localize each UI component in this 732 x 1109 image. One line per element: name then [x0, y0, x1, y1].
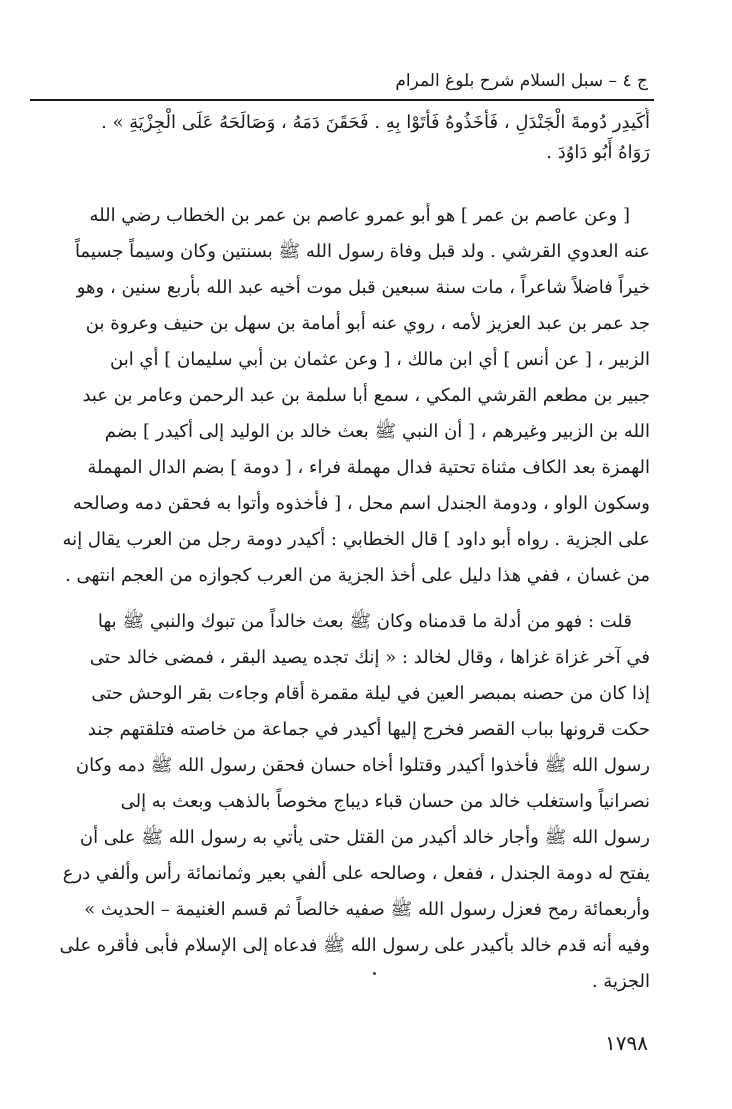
text-line: وسكون الواو ، ودومة الجندل اسم محل ، [ فأخذوه وأتوا به فحقن دمه وصالحه — [72, 493, 650, 514]
print-speck — [373, 972, 376, 975]
text-line: من غسان ، ففي هذا دليل على أخذ الجزية من العرب كجوازه من العجم انتهى . — [65, 565, 650, 586]
qultu-paragraph — [30, 604, 650, 1000]
commentary-paragraph — [30, 198, 650, 594]
text-line: حكت قرونها بباب القصر فخرج إليها أكيدر في جماعة من خاصته فتلقتهم جند — [87, 719, 650, 740]
text-line: رسول الله ﷺ فأخذوا أكيدر وقتلوا أخاه حسان فحقن رسول الله ﷺ دمه وكان — [75, 755, 650, 776]
text-line: رَوَاهُ أَبُو دَاوُدَ . — [546, 142, 650, 163]
text-line: وأربعمائة رمح فعزل رسول الله ﷺ صفيه خالصاً ثم قسم الغنيمة – الحديث » — [84, 899, 650, 920]
text-line: على الجزية . رواه أبو داود ] قال الخطابي : أكيدر دومة رجل من العرب يقال إنه — [62, 529, 650, 550]
page-number: ١٧٩٨ — [605, 1031, 648, 1055]
running-header: ج ٤ – سبل السلام شرح بلوغ المرام — [395, 71, 648, 91]
text-line: [ وعن عاصم بن عمر ] هو أبو عمرو عاصم بن عمر بن الخطاب رضي الله — [89, 205, 630, 226]
text-line: يفتح له دومة الجندل ، ففعل ، وصالحه على ألفي بعير وثمانمائة رأس وألفي درع — [62, 863, 650, 884]
text-line: الهمزة بعد الكاف مثناة تحتية فدال مهملة فراء ، [ دومة ] بضم الدال المهملة — [87, 457, 650, 478]
text-line: رسول الله ﷺ وأجار خالد أكيدر من القتل حتى يأتي به رسول الله ﷺ على أن — [79, 827, 650, 848]
text-line: الزبير ، [ عن أنس ] أي ابن مالك ، [ وعن عثمان بن أبي سليمان ] أي ابن — [110, 349, 650, 370]
text-line: إذا كان من حصنه بمبصر العين في ليلة مقمرة أقام وجاءت بقر الوحش حتى — [91, 683, 650, 704]
text-line: خيراً فاضلاً شاعراً ، مات سنة سبعين قبل موت أخيه عبد الله بأربع سنين ، وهو — [76, 277, 650, 298]
hadith-text — [30, 108, 650, 168]
header-rule — [30, 99, 654, 101]
text-line: عنه العدوي القرشي . ولد قبل وفاة رسول الله ﷺ بسنتين وكان وسيماً جسيماً — [74, 241, 650, 262]
text-line: جد عمر بن عبد العزيز لأمه ، روي عنه أبو أمامة بن سهل بن حنيف وعروة بن — [85, 313, 650, 334]
text-line: أُكَيدِر دُومةَ الْجَنْدَلِ ، فَأَخَذُوهُ فَأَتَوْا بِهِ . فَحَقَنَ دَمَهُ ، وَصَالَحَهُ عَلَى الْجِزْيَةِ » . — [101, 112, 650, 133]
text-line: الله بن الزبير وغيرهم ، [ أن النبي ﷺ بعث خالد بن الوليد إلى أكيدر ] بضم — [104, 421, 650, 442]
text-line: في آخر غزاة غزاها ، وقال لخالد : « إنك تجده يصيد البقر ، فمضى خالد حتى — [89, 647, 650, 668]
text-line: جبير بن مطعم القرشي المكي ، سمع أبا سلمة بن عبد الرحمن وعامر بن عبد — [82, 385, 650, 406]
text-line: وفيه أنه قدم خالد بأكيدر على رسول الله ﷺ فدعاه إلى الإسلام فأبى فأقره على — [59, 935, 650, 956]
text-line: قلت : فهو من أدلة ما قدمناه وكان ﷺ بعث خالداً من تبوك والنبي ﷺ بها — [97, 611, 632, 632]
text-line: الجزية . — [591, 971, 650, 992]
text-line: نصرانياً واستغلب خالد من حسان قباء ديباج مخوصاً بالذهب وبعث به إلى — [120, 791, 650, 812]
